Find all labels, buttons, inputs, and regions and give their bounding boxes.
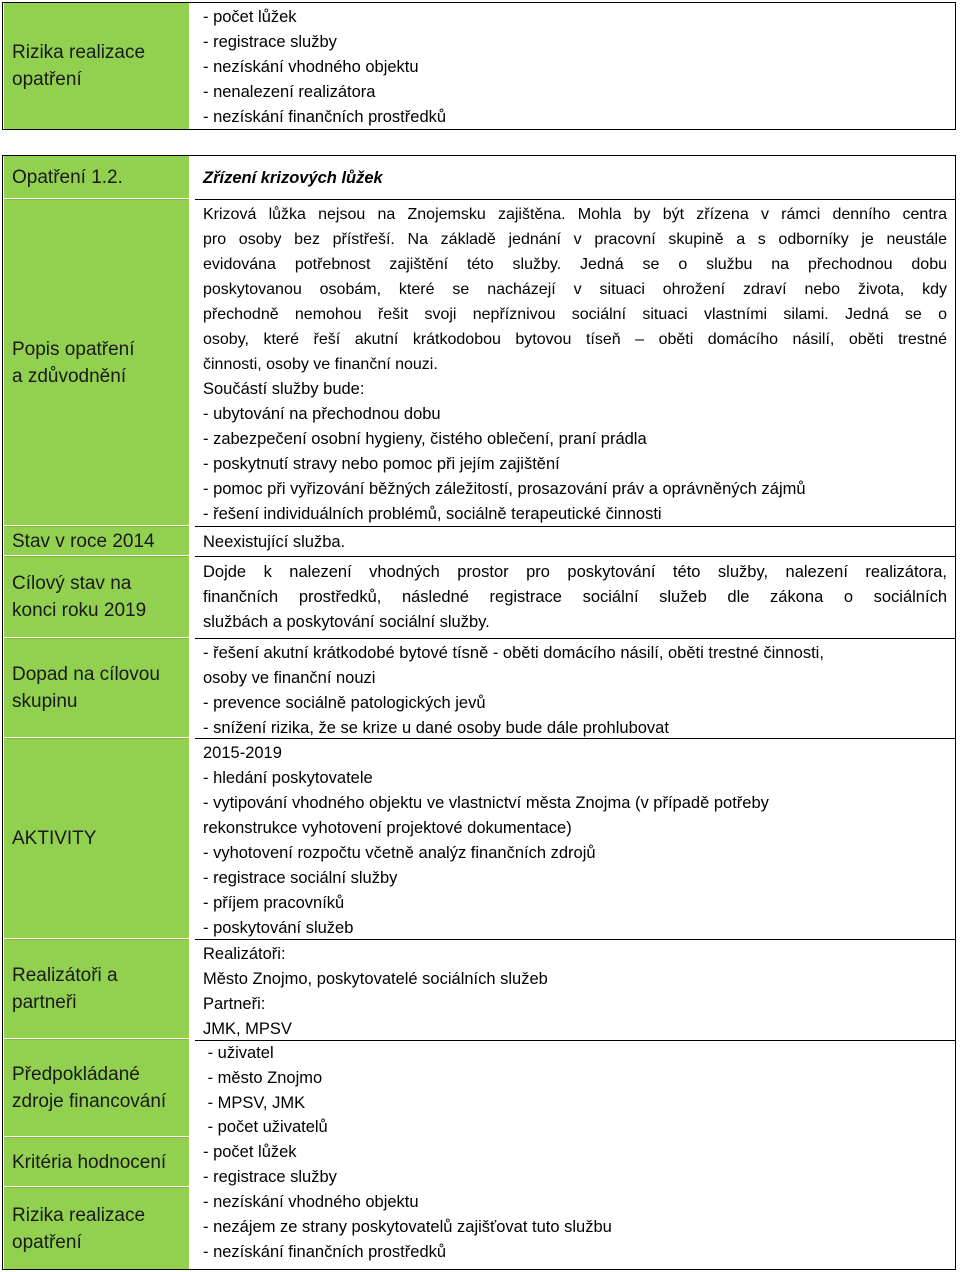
realizatori-cell: [195, 939, 955, 1040]
realizatori-label-line-2: partneři: [12, 992, 77, 1013]
cilovy-label: [4, 557, 189, 637]
rizika-label: [4, 1188, 189, 1269]
stav-text: Neexistující služba.: [203, 533, 346, 551]
cilovy-label-line-1: Cílový stav na: [12, 573, 132, 594]
dopad-label-line-2: skupinu: [12, 691, 78, 712]
kriteria-item: - registrace služby: [203, 1168, 337, 1186]
dopad-item: - prevence sociálně patologických jevů: [203, 694, 486, 712]
rizika-item: - nezískání finančních prostředků: [203, 1243, 447, 1261]
popis-cell: [195, 199, 955, 526]
top-risks-label: [4, 3, 189, 129]
top-risks-label-line-2: opatření: [12, 69, 82, 90]
zdroje-item: - město Znojmo: [203, 1069, 323, 1087]
realizatori-item: Partneři:: [203, 995, 266, 1013]
top-risk-item: - nezískání finančních prostředků: [203, 108, 447, 126]
rizika-item: - nezájem ze strany poskytovatelů zajišťovat tuto službu: [203, 1218, 612, 1236]
kriteria-label: [4, 1138, 189, 1186]
top-risk-item: - počet lůžek: [203, 8, 297, 26]
realizatori-item: JMK, MPSV: [203, 1020, 292, 1038]
soucasti-item: - poskytnutí stravy nebo pomoc při jejím zajištění: [203, 455, 560, 473]
cilovy-line: Dojde k nalezení vhodných prostor pro poskytování této služby, nalezení realizátora,: [203, 563, 947, 581]
stav-cell: [195, 526, 955, 556]
zdroje-cell: [195, 1040, 955, 1115]
aktivity-item: rekonstrukce vyhotovení projektové dokumentace): [203, 819, 572, 837]
popis-line: Krizová lůžka nejsou na Znojemsku zajištěna. Mohla by být zřízena v rámci denního centra: [203, 206, 947, 223]
soucasti-item: - ubytování na přechodnou dobu: [203, 405, 441, 423]
kriteria-item: - počet lůžek: [203, 1143, 297, 1161]
popis-line: pro osoby bez přístřeší. Na základě jednání v pracovní skupině a s odborníky je neustále: [203, 231, 947, 248]
popis-line: evidována potřebnost zajištění této služby. Jedná se o službu na přechodnou dobu: [203, 256, 947, 273]
cilovy-paragraph: [203, 560, 947, 635]
cilovy-line: službách a poskytování sociální služby.: [203, 613, 490, 631]
cilovy-line: finančních prostředků, následné registrace sociální služeb dle zákona o sociálních: [203, 588, 947, 606]
realizatori-item: Město Znojmo, poskytovatelé sociálních služeb: [203, 970, 548, 988]
soucasti-label: Součástí služby bude:: [203, 380, 365, 398]
rizika-label-line-2: opatření: [12, 1231, 82, 1253]
top-risk-item: - nezískání vhodného objektu: [203, 58, 419, 76]
aktivity-item: - poskytování služeb: [203, 919, 354, 937]
soucasti-item: - řešení individuálních problémů, sociálně terapeutické činnosti: [203, 505, 662, 523]
aktivity-item: - příjem pracovníků: [203, 894, 345, 912]
measure-number: Opatření 1.2.: [12, 166, 123, 188]
popis-line: přechodně nemohou řešit svoji nepříznivou sociální situaci vlastními silami. Jedná se o: [203, 306, 947, 323]
stav-label-text: Stav v roce 2014: [12, 530, 155, 552]
popis-label-line-1: Popis opatření: [12, 338, 135, 360]
top-risks-content: [195, 5, 955, 130]
aktivity-item: - vytipování vhodného objektu ve vlastnictví města Znojma (v případě potřeby: [203, 794, 769, 812]
aktivity-cell: [195, 738, 955, 939]
zdroje-item: - MPSV, JMK: [203, 1094, 306, 1112]
realizatori-label: [4, 940, 189, 1038]
dopad-item: osoby ve finanční nouzi: [203, 669, 376, 687]
kriteria-label-text: Kritéria hodnocení: [12, 1151, 167, 1173]
zdroje-label-line-2: zdroje financování: [12, 1091, 167, 1112]
aktivity-item: 2015-2019: [203, 744, 282, 762]
popis-line: osoby, které řeší akutní krátkodobou bytovou tíseň – oběti domácího násilí, oběti trestné: [203, 331, 947, 348]
rizika-cell: [195, 1190, 955, 1268]
zdroje-label: [4, 1040, 189, 1136]
aktivity-item: - hledání poskytovatele: [203, 769, 373, 787]
top-risk-item: - nenalezení realizátora: [203, 83, 376, 101]
realizatori-label-line-1: Realizátoři a: [12, 965, 118, 986]
top-risks-label-line-1: Rizika realizace: [12, 42, 146, 63]
cilovy-label-line-2: konci roku 2019: [12, 600, 147, 621]
dopad-cell: [195, 638, 955, 738]
popis-paragraph: [203, 202, 947, 377]
measure-title-cell: [195, 166, 955, 191]
dopad-item: - snížení rizika, že se krize u dané osoby bude dále prohlubovat: [203, 719, 669, 737]
aktivity-label-text: AKTIVITY: [12, 828, 97, 849]
rizika-item: - nezískání vhodného objektu: [203, 1193, 419, 1211]
soucasti-item: - pomoc při vyřizování běžných záležitostí, prosazování práv a oprávněných zájmů: [203, 480, 806, 498]
aktivity-label: [4, 739, 189, 938]
zdroje-item: - uživatel: [203, 1044, 274, 1062]
dopad-item: - řešení akutní krátkodobé bytové tísně - oběti domácího násilí, oběti trestné činnosti,: [203, 644, 824, 662]
stav-label: [4, 527, 189, 555]
kriteria-cell: [195, 1115, 955, 1190]
measure-title: Zřízení krizových lůžek: [203, 169, 383, 187]
popis-label-line-2: a zdůvodnění: [12, 365, 127, 387]
aktivity-item: - vyhotovení rozpočtu včetně analýz finančních zdrojů: [203, 844, 596, 862]
popis-line: poskytovanou osobám, které se nacházejí v situaci ohrožení zdraví nebo života, kdy: [203, 281, 947, 298]
zdroje-label-line-1: Předpokládané: [12, 1064, 140, 1085]
rizika-label-line-1: Rizika realizace: [12, 1204, 146, 1226]
cilovy-cell: [195, 556, 955, 638]
popis-label: [4, 200, 189, 525]
soucasti-item: - zabezpečení osobní hygieny, čistého oblečení, praní prádla: [203, 430, 647, 448]
dopad-label: [4, 639, 189, 737]
popis-line: činnosti, osoby ve finanční nouzi.: [203, 356, 438, 373]
kriteria-item: - počet uživatelů: [203, 1118, 328, 1136]
realizatori-item: Realizátoři:: [203, 945, 286, 963]
aktivity-item: - registrace sociální služby: [203, 869, 398, 887]
dopad-label-line-1: Dopad na cílovou: [12, 664, 160, 685]
top-risk-item: - registrace služby: [203, 33, 337, 51]
measure-number-label: [4, 156, 189, 198]
